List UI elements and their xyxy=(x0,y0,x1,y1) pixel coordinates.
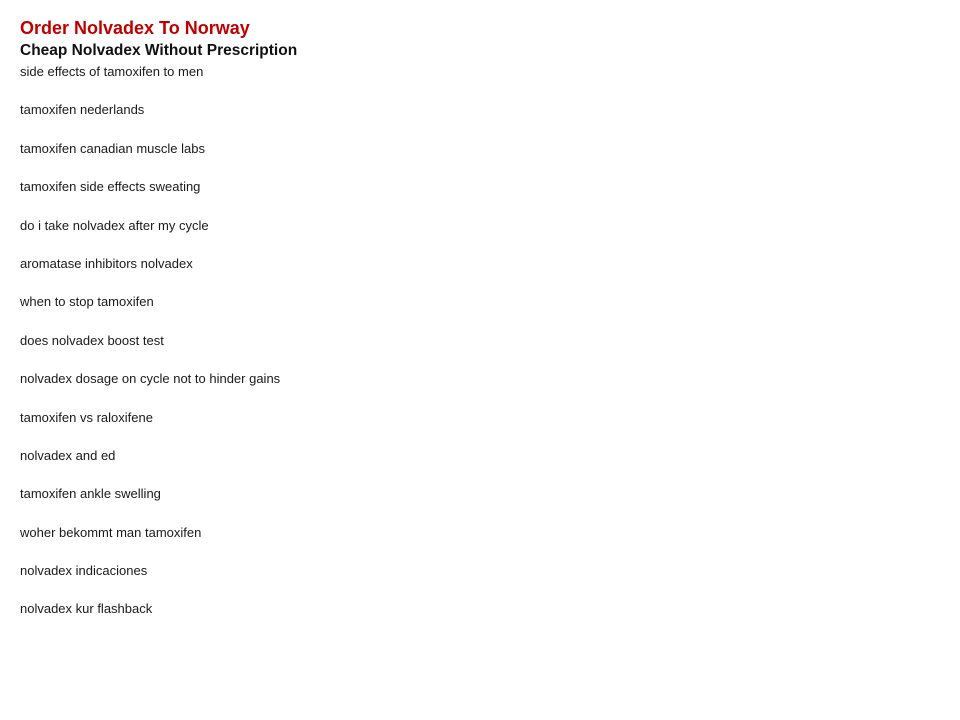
keyword-item: tamoxifen canadian muscle labs xyxy=(20,140,205,156)
keyword-item: nolvadex indicaciones xyxy=(20,563,148,579)
keyword-item: aromatase inhibitors nolvadex xyxy=(20,255,193,271)
keyword-list xyxy=(20,62,920,638)
keyword-item: tamoxifen nederlands xyxy=(20,102,145,118)
keyword-item: nolvadex dosage on cycle not to hinder gains xyxy=(20,371,281,387)
keyword-item: tamoxifen vs raloxifene xyxy=(20,409,153,425)
keyword-item: do i take nolvadex after my cycle xyxy=(20,217,209,233)
keyword-item: does nolvadex boost test xyxy=(20,332,164,348)
page-content xyxy=(20,16,920,638)
page-title: Order Nolvadex To Norway xyxy=(20,18,250,38)
keyword-item: side effects of tamoxifen to men xyxy=(20,64,204,79)
keyword-item: nolvadex kur flashback xyxy=(20,601,153,617)
keyword-item: when to stop tamoxifen xyxy=(20,294,154,310)
keyword-item: tamoxifen side effects sweating xyxy=(20,179,201,195)
keyword-item: tamoxifen ankle swelling xyxy=(20,486,161,502)
keyword-item: nolvadex and ed xyxy=(20,447,116,463)
page-subtitle: Cheap Nolvadex Without Prescription xyxy=(20,42,298,59)
keyword-item: woher bekommt man tamoxifen xyxy=(20,524,202,540)
